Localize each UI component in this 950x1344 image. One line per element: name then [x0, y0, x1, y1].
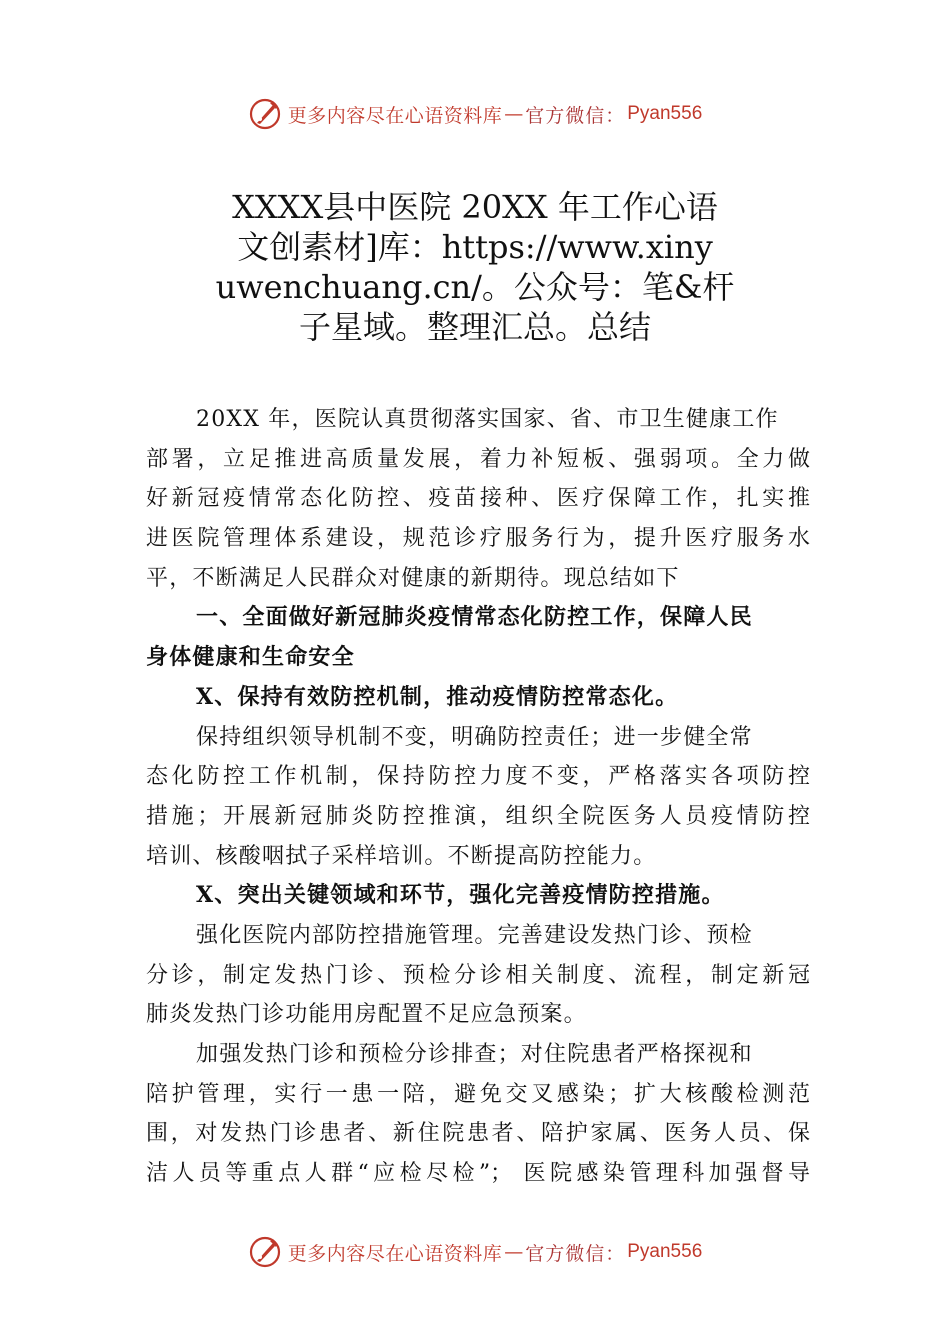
banner-wechat-label: 官方微信： [525, 1242, 626, 1265]
title-line: uwenchuang.cn/。公众号：笔&杆 [215, 268, 735, 306]
paragraph-line: 部署，立足推进高质量发展，着力补短板、强弱项。全力做 [146, 446, 810, 472]
footer-banner [0, 1232, 950, 1272]
quill-logo-icon [248, 97, 282, 131]
banner-wechat-id: Pyan556 [627, 103, 703, 124]
banner-dash: — [504, 103, 524, 125]
paragraph-line: 围，对发热门诊患者、新住院患者、陪护家属、医务人员、保 [146, 1121, 810, 1147]
section-heading-line: 一、全面做好新冠肺炎疫情常态化防控工作，保障人民 [196, 604, 753, 631]
title-line: 文创素材]库：https://www.xiny [237, 228, 713, 266]
banner-text: 更多内容尽在心语资料库 [287, 1242, 503, 1265]
paragraph-line: 加强发热门诊和预检分诊排查；对住院患者严格探视和 [196, 1042, 753, 1067]
banner-wechat-label: 官方微信： [525, 104, 626, 127]
header-banner [0, 94, 950, 134]
paragraph-line: 陪护管理，实行一患一陪，避免交叉感染；扩大核酸检测范 [146, 1081, 810, 1107]
paragraph-line: 强化医院内部防控措施管理。完善建设发热门诊、预检 [196, 922, 753, 948]
paragraph-line: 措施；开展新冠肺炎防控推演，组织全院医务人员疫情防控 [146, 803, 810, 829]
paragraph-line: 保持组织领导机制不变，明确防控责任；进一步健全常 [196, 724, 753, 750]
document-body [146, 400, 810, 1194]
paragraph-line: 肺炎发热门诊功能用房配置不足应急预案。 [146, 1002, 587, 1028]
section-heading-line: 身体健康和生命安全 [146, 644, 355, 671]
title-line: XXXX县中医院 20XX 年工作心语 [232, 188, 718, 226]
banner-dash: — [504, 1241, 524, 1263]
banner-wechat-id: Pyan556 [627, 1241, 703, 1262]
subsection-heading: X、突出关键领域和环节，强化完善疫情防控措施。 [196, 882, 725, 909]
paragraph-line: 好新冠疫情常态化防控、疫苗接种、医疗保障工作，扎实推 [146, 486, 810, 512]
paragraph-line: 进医院管理体系建设，规范诊疗服务行为，提升医疗服务水 [146, 526, 810, 552]
subsection-heading: X、保持有效防控机制，推动疫情防控常态化。 [196, 683, 679, 710]
paragraph-line: 平，不断满足人民群众对健康的新期待。现总结如下 [146, 565, 680, 591]
quill-logo-icon [248, 1235, 282, 1269]
paragraph-line: 态化防控工作机制，保持防控力度不变，严格落实各项防控 [146, 764, 810, 790]
paragraph-line: 培训、核酸咽拭子采样培训。不断提高防控能力。 [146, 843, 657, 869]
paragraph-line: 20XX 年，医院认真贯彻落实国家、省、市卫生健康工作 [196, 407, 779, 432]
banner-text: 更多内容尽在心语资料库 [287, 104, 503, 127]
document-title [150, 187, 800, 347]
paragraph-line: 分诊，制定发热门诊、预检分诊相关制度、流程，制定新冠 [146, 962, 810, 988]
paragraph-line: 洁人员等重点人群“应检尽检”； 医院感染管理科加强督导 [146, 1161, 810, 1187]
title-line: 子星域。整理汇总。总结 [298, 308, 651, 346]
